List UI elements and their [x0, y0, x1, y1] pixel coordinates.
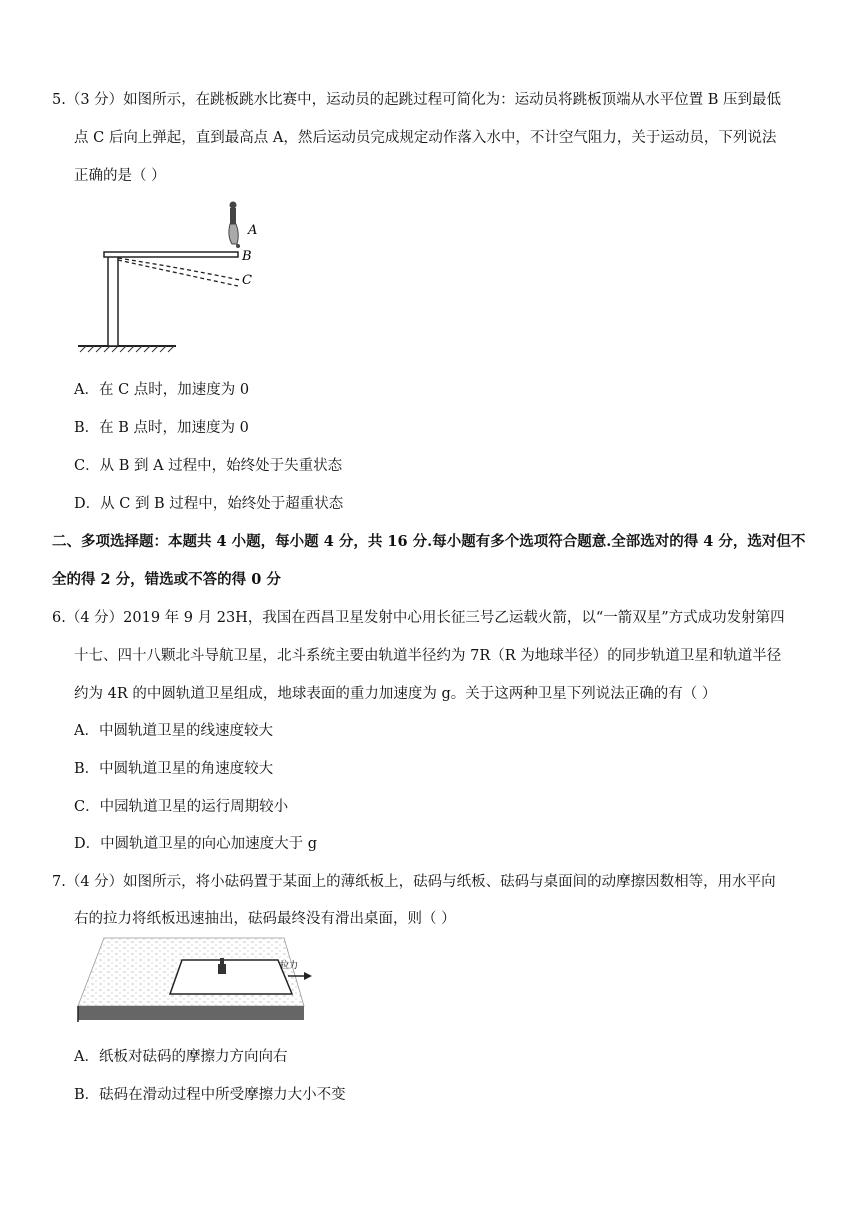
diving-board-figure: [72, 198, 272, 356]
q5-option-d: D．从 C 到 B 过程中，始终处于超重状态: [74, 496, 344, 512]
figure-label-pull: 拉力: [280, 961, 299, 971]
q5-option-c: C．从 B 到 A 过程中，始终处于失重状态: [74, 458, 343, 474]
section2-heading-line1: 二、多项选择题：本题共 4 小题，每小题 4 分，共 16 分.每小题有多个选项符合题意.全部选对的得 4 分，选对但不: [52, 533, 806, 550]
q5-stem-line1: 5.（3 分）如图所示，在跳板跳水比赛中，运动员的起跳过程可简化为：运动员将跳板顶端从水平位置 B 压到最低: [52, 92, 782, 108]
q6-stem-line3: 约为 4R 的中圆轨道卫星组成，地球表面的重力加速度为 g。关于这两种卫星下列说法正确的有（ ）: [74, 686, 717, 702]
q5-option-a: A．在 C 点时，加速度为 0: [74, 382, 250, 398]
q6-option-b: B．中圆轨道卫星的角速度较大: [74, 761, 274, 777]
q7-stem-line2: 右的拉力将纸板迅速抽出，砝码最终没有滑出桌面，则（ ）: [74, 911, 456, 927]
q6-option-c: C．中园轨道卫星的运行周期较小: [74, 799, 289, 815]
q7-option-a: A．纸板对砝码的摩擦力方向向右: [74, 1049, 288, 1065]
q5-stem-line3: 正确的是（ ）: [74, 168, 166, 184]
figure-label-c: C: [242, 273, 252, 288]
q7-stem-line1: 7.（4 分）如图所示，将小砝码置于某面上的薄纸板上，砝码与纸板、砝码与桌面间的动摩擦因数相等，用水平向: [52, 874, 776, 890]
figure-label-b: B: [242, 249, 252, 264]
paper-weight-figure: [74, 934, 314, 1030]
q6-stem-line2: 十七、四十八颗北斗导航卫星，北斗系统主要由轨道半径约为 7R（R 为地球半径）的同步轨道卫星和轨道半径: [74, 648, 782, 664]
q6-option-d: D．中圆轨道卫星的向心加速度大于 g: [74, 836, 318, 852]
q6-option-a: A．中圆轨道卫星的线速度较大: [74, 723, 273, 739]
figure-label-a: A: [248, 223, 258, 238]
q5-option-b: B．在 B 点时，加速度为 0: [74, 420, 249, 436]
q7-option-b: B．砝码在滑动过程中所受摩擦力大小不变: [74, 1087, 346, 1103]
section2-heading-line2: 全的得 2 分，错选或不答的得 0 分: [52, 571, 281, 588]
q5-stem-line2: 点 C 后向上弹起，直到最高点 A，然后运动员完成规定动作落入水中，不计空气阻力，关于运动员，下列说法: [74, 130, 777, 146]
q6-stem-line1: 6.（4 分）2019 年 9 月 23H，我国在西昌卫星发射中心用长征三号乙运载火箭，以“一箭双星”方式成功发射第四: [52, 610, 785, 626]
